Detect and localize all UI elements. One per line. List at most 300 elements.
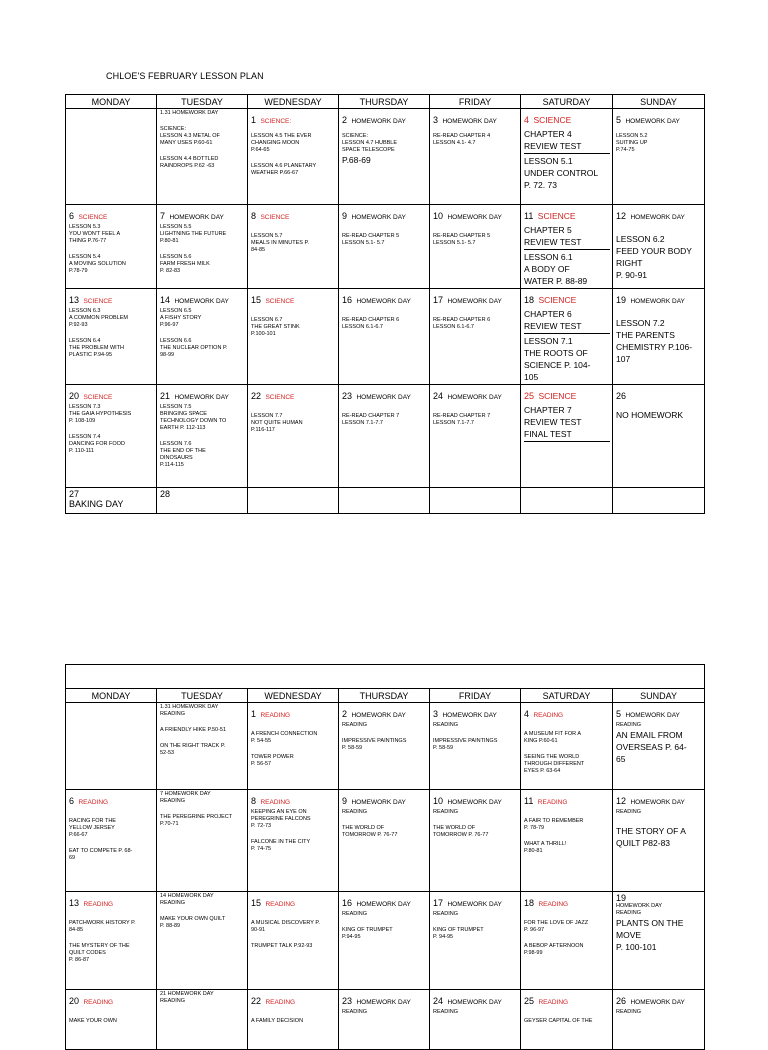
cell-text: FEED YOUR BODY (616, 246, 692, 256)
cell-text: 8 (251, 211, 257, 221)
cell-text: RE-READ CHAPTER 7 (342, 413, 400, 419)
cell-text: 19 (616, 295, 627, 305)
day-cell (339, 892, 430, 990)
cell-text: YELLOW JERSEY (69, 825, 115, 831)
cell-text: 23 (342, 996, 353, 1006)
cell-text: THE PROBLEM WITH (69, 345, 125, 351)
spacer (342, 404, 427, 413)
cell-text: HOMEWORK DAY (169, 214, 224, 221)
cell-text: LESSON 7.1 (524, 336, 573, 346)
day-cell (157, 892, 248, 990)
day-cell (248, 892, 339, 990)
cell-text: SCIENCE P. 104- (524, 360, 591, 370)
cell-text: KING P.60-61 (524, 738, 558, 744)
cell-text: 1.31 HOMEWORK DAY (160, 704, 219, 710)
cell-text: READING (260, 799, 291, 806)
day-cell (157, 488, 248, 514)
cell-text: HOMEWORK DAY (351, 799, 406, 806)
day-cell (66, 488, 157, 514)
header-thursday: THURSDAY (339, 95, 430, 109)
day-cell (339, 289, 430, 385)
cell-text: HOMEWORK DAY (351, 712, 406, 719)
cell-text: HOMEWORK DAY (447, 901, 502, 908)
cell-text: 14 HOMEWORK DAY (160, 893, 214, 899)
day-cell (339, 990, 430, 1050)
week-row (66, 109, 705, 205)
day-cell (157, 990, 248, 1050)
cell-text: SCIENCE (83, 394, 113, 401)
spacer (524, 745, 610, 754)
cell-text: THE NUCLEAR OPTION P. (160, 345, 228, 351)
cell-text: READING (616, 1009, 642, 1015)
day-cell (613, 790, 705, 892)
day-cell (613, 109, 705, 205)
cell-text: A FRENCH CONNECTION (251, 731, 318, 737)
header-sunday: SUNDAY (613, 95, 705, 109)
day-cell (521, 703, 613, 790)
cell-text: REVIEW TEST (524, 140, 610, 154)
day-cell (521, 289, 613, 385)
cell-text: READING (160, 900, 186, 906)
cell-text: P.116-117 (251, 427, 275, 433)
cell-text: CHAPTER 7 (524, 405, 572, 415)
cell-text: FINAL TEST (524, 428, 610, 442)
spacer (160, 432, 245, 441)
week-row (66, 205, 705, 289)
cell-text: ON THE RIGHT TRACK P. (160, 743, 226, 749)
day-cell (613, 703, 705, 790)
cell-text: 21 HOMEWORK DAY (160, 991, 214, 997)
cell-text: WATER P. 88-89 (524, 276, 588, 286)
day-cell (521, 990, 613, 1050)
reading-calendar (65, 664, 705, 1050)
spacer (616, 308, 702, 317)
cell-text: 13 (69, 295, 80, 305)
cell-text: LESSON 6.6 (160, 338, 192, 344)
cell-text: PATCHWORK HISTORY P. (69, 920, 136, 926)
day-cell-empty (339, 488, 430, 514)
cell-text: LESSON 6.7 (251, 317, 283, 323)
header-friday: FRIDAY (430, 689, 521, 703)
cell-text: P. 86-87 (69, 957, 90, 963)
cell-text: P.114-115 (160, 462, 184, 468)
cell-text: 19 (616, 893, 627, 903)
cell-text: LESSON 4.5 THE EVER (251, 133, 312, 139)
cell-text: THE STORY OF A (616, 826, 686, 836)
cell-text: P. 72-73 (251, 823, 272, 829)
cell-text: P.66-67 (69, 832, 88, 838)
header-sunday: SUNDAY (613, 689, 705, 703)
cell-text: WEATHER P.66-67 (251, 170, 299, 176)
cell-text: P. 88-89 (160, 923, 181, 929)
cell-text: P.80-81 (160, 238, 179, 244)
cell-text: THE WORLD OF (433, 825, 476, 831)
cell-text: HOMEWORK DAY (630, 999, 685, 1006)
cell-text: THE ROOTS OF (524, 348, 588, 358)
cell-text: DINOSAURS (160, 455, 193, 461)
spacer (69, 329, 154, 338)
cell-text: SCIENCE (260, 214, 290, 221)
cell-text: P.80-81 (524, 848, 543, 854)
weekday-header-row (66, 95, 705, 109)
cell-text: CHAPTER 5 (524, 225, 572, 235)
day-cell (430, 205, 521, 289)
cell-text: HOMEWORK DAY (356, 999, 411, 1006)
cell-text: LIGHTNING THE FUTURE (160, 231, 227, 237)
cell-text: READING (342, 911, 368, 917)
header-wednesday: WEDNESDAY (248, 689, 339, 703)
day-cell (430, 289, 521, 385)
cell-text: HOMEWORK DAY (447, 214, 502, 221)
cell-text: 107 (616, 354, 631, 364)
cell-text: P. 100-101 (616, 942, 657, 952)
cell-text: SCIENCE (533, 115, 572, 125)
header-monday: MONDAY (66, 689, 157, 703)
cell-text: EYES P. 63-64 (524, 768, 561, 774)
cell-text: 84-85 (69, 927, 84, 933)
cell-text: THROUGH DIFFERENT (524, 761, 585, 767)
cell-text: REVIEW TEST (524, 236, 610, 250)
cell-text: LESSON 7.2 (616, 318, 665, 328)
cell-text: 17 (433, 898, 444, 908)
cell-text: LESSON 7.5 (160, 404, 192, 410)
cell-text: PLASTIC P.94-95 (69, 352, 113, 358)
cell-text: HOMEWORK DAY (351, 118, 406, 125)
cell-text: READING (160, 711, 186, 717)
cell-text: READING (265, 901, 296, 908)
cell-text: 16 (342, 898, 353, 908)
cell-text: SCIENCE (83, 298, 113, 305)
header-thursday: THURSDAY (339, 689, 430, 703)
cell-text: HOMEWORK DAY (356, 901, 411, 908)
cell-text: HOMEWORK DAY (351, 214, 406, 221)
day-cell-empty (248, 488, 339, 514)
cell-text: 26 (616, 391, 627, 401)
cell-text: 15 (251, 295, 262, 305)
cell-text: HOMEWORK DAY (356, 394, 411, 401)
cell-text: READING (433, 809, 459, 815)
cell-text: 1 (251, 115, 257, 125)
cell-text: 3 (433, 115, 439, 125)
cell-text: LESSON 7.7 (251, 413, 283, 419)
weekday-header-row (66, 689, 705, 703)
cell-text: 2 (342, 709, 348, 719)
cell-text: LESSON 7.3 (69, 404, 101, 410)
cell-text: READING (616, 722, 642, 728)
day-cell (613, 205, 705, 289)
cell-text: 12 (616, 796, 627, 806)
cell-text: READING (78, 799, 109, 806)
cell-text: 6 (69, 796, 75, 806)
cell-text: QUILT P82-83 (616, 838, 671, 848)
cell-text: SCIENCE: (260, 118, 292, 125)
day-cell (248, 790, 339, 892)
cell-text: UNDER CONTROL (524, 168, 599, 178)
cell-text: LESSON 6.5 (160, 308, 192, 314)
cell-text: KEEPING AN EYE ON (251, 809, 307, 815)
spacer (524, 722, 610, 731)
cell-text: P. 78-79 (524, 825, 545, 831)
cell-text: 4 (524, 709, 530, 719)
day-cell (521, 205, 613, 289)
cell-text: THE GREAT STINK (251, 324, 300, 330)
cell-text: LESSON 6.1-6.7 (342, 324, 383, 330)
spacer (251, 934, 336, 943)
cell-text: 18 (524, 898, 535, 908)
cell-text: 26 (616, 996, 627, 1006)
day-cell (613, 385, 705, 488)
day-cell (339, 205, 430, 289)
cell-text: A BODY OF (524, 264, 570, 274)
spacer (524, 934, 610, 943)
cell-text: GEYSER CAPITAL OF THE (524, 1018, 593, 1024)
day-cell-empty (613, 488, 705, 514)
day-cell (430, 385, 521, 488)
cell-text: TOMORROW P. 76-77 (342, 832, 398, 838)
week-row (66, 289, 705, 385)
cell-text: 13 (69, 898, 80, 908)
cell-text: LESSON 4.4 BOTTLED (160, 156, 219, 162)
cell-text: LESSON 5.1- 5.7 (342, 240, 385, 246)
cell-text: 15 (251, 898, 262, 908)
day-cell (613, 892, 705, 990)
cell-text: CHAPTER 4 (524, 129, 572, 139)
cell-text: P.70-71 (160, 821, 179, 827)
cell-text: RIGHT (616, 258, 643, 268)
day-cell (339, 703, 430, 790)
cell-text: RAINDROPS P.62 -63 (160, 163, 215, 169)
cell-text: P. 72. 73 (524, 180, 557, 190)
week-row (66, 385, 705, 488)
cell-text: READING (538, 901, 569, 908)
cell-text: HOMEWORK DAY (625, 712, 680, 719)
spacer (251, 911, 336, 920)
week-row (66, 703, 705, 790)
cell-text: P. 74-75 (251, 846, 272, 852)
cell-text: READING (342, 722, 368, 728)
cell-text: RE-READ CHAPTER 6 (342, 317, 400, 323)
spacer (433, 918, 518, 927)
cell-text: READING (433, 722, 459, 728)
cell-text: LESSON 5.2 (616, 133, 648, 139)
cell-text: EARTH P. 112-113 (160, 425, 206, 431)
cell-text: READING (433, 911, 459, 917)
cell-text: PLANTS ON THE (616, 918, 684, 928)
cell-text: MANY USES P.60-61 (160, 140, 213, 146)
cell-text: 7 HOMEWORK DAY (160, 791, 211, 797)
spacer (160, 329, 245, 338)
blank-title-cell (66, 665, 705, 689)
day-cell (521, 790, 613, 892)
spacer (251, 308, 336, 317)
day-cell (339, 790, 430, 892)
cell-text: HOMEWORK DAY (442, 712, 497, 719)
cell-text: P. 54-55 (251, 738, 272, 744)
cell-text: A FRIENDLY HIKE P.50-51 (160, 727, 227, 733)
cell-text: 65 (616, 754, 626, 764)
cell-text: A FAIR TO REMEMBER (524, 818, 584, 824)
cell-text: 1 (251, 709, 257, 719)
cell-text: TOWER POWER (251, 754, 294, 760)
cell-text: P.64-65 (251, 147, 270, 153)
day-cell (248, 289, 339, 385)
day-cell (430, 892, 521, 990)
cell-text: 12 (616, 211, 627, 221)
cell-text: A MUSEUM FIT FOR A (524, 731, 582, 737)
cell-text: P.94-95 (342, 934, 361, 940)
header-monday: MONDAY (66, 95, 157, 109)
cell-text: THE PARENTS (616, 330, 675, 340)
cell-text: P. 90-91 (616, 270, 648, 280)
cell-text: SPACE TELESCOPE (342, 147, 395, 153)
cell-text: P. 56-57 (251, 761, 272, 767)
day-cell (157, 205, 248, 289)
cell-text: HOMEWORK DAY (630, 799, 685, 806)
cell-text: 9 (342, 796, 348, 806)
cell-text: LESSON 4.6 PLANETARY (251, 163, 317, 169)
cell-text: LESSON 5.1- 5.7 (433, 240, 476, 246)
cell-text: 2 (342, 115, 348, 125)
cell-text: READING (538, 999, 569, 1006)
spacer (616, 816, 702, 825)
cell-text: 10 (433, 211, 444, 221)
cell-text: 27 (69, 489, 80, 499)
day-cell (66, 790, 157, 892)
spacer (160, 734, 245, 743)
cell-text: 17 (433, 295, 444, 305)
day-cell (430, 109, 521, 205)
cell-text: 11 (524, 796, 534, 806)
cell-text: 25 (524, 996, 535, 1006)
cell-text: TRUMPET TALK P.92-93 (251, 943, 313, 949)
cell-text: LESSON 6.2 (616, 234, 665, 244)
spacer (251, 154, 336, 163)
cell-text: HOMEWORK DAY (447, 999, 502, 1006)
day-cell (430, 990, 521, 1050)
cell-text: LESSON 5.6 (160, 254, 192, 260)
day-cell (521, 109, 613, 205)
cell-text: RE-READ CHAPTER 5 (433, 233, 491, 239)
cell-text: NOT QUITE HUMAN (251, 420, 303, 426)
cell-text: P. 110-111 (69, 448, 94, 454)
day-cell-empty (430, 488, 521, 514)
spacer (433, 404, 518, 413)
cell-text: HOMEWORK DAY (625, 118, 680, 125)
cell-text: LESSON 6.4 (69, 338, 101, 344)
cell-text: RE-READ CHAPTER 6 (433, 317, 491, 323)
cell-text: P. 82-83 (160, 268, 181, 274)
cell-text: READING (616, 809, 642, 815)
day-cell-empty (66, 703, 157, 790)
cell-text: A MOVING SOLUTION (69, 261, 126, 267)
spacer (69, 245, 154, 254)
cell-text: EAT TO COMPETE P. 68- (69, 848, 133, 854)
science-calendar (65, 94, 705, 514)
spacer (342, 918, 427, 927)
cell-text: A FAMILY DECISION (251, 1018, 304, 1024)
cell-text: MAKE YOUR OWN (69, 1018, 117, 1024)
day-cell-empty (66, 109, 157, 205)
cell-text: HOMEWORK DAY (447, 298, 502, 305)
cell-text: BRINGING SPACE (160, 411, 207, 417)
day-cell (430, 703, 521, 790)
cell-text: SUITING UP (616, 140, 648, 146)
cell-text: HOMEWORK DAY (630, 214, 685, 221)
cell-text: 21 (160, 391, 171, 401)
cell-text: LESSON 5.5 (160, 224, 192, 230)
spacer (69, 911, 154, 920)
cell-text: P.96-97 (160, 322, 179, 328)
spacer (251, 1009, 336, 1018)
cell-text: 52-53 (160, 750, 175, 756)
cell-text: NO HOMEWORK (616, 410, 684, 420)
spacer (69, 809, 154, 818)
spacer (433, 816, 518, 825)
cell-text: SCIENCE (538, 295, 577, 305)
cell-text: KING OF TRUMPET (433, 927, 484, 933)
spacer (342, 729, 427, 738)
cell-text: 84-85 (251, 247, 266, 253)
cell-text: LESSON 5.4 (69, 254, 101, 260)
cell-text: 25 (524, 391, 535, 401)
cell-text: THE WORLD OF (342, 825, 385, 831)
header-friday: FRIDAY (430, 95, 521, 109)
cell-text: A MUSICAL DISCOVERY P. (251, 920, 320, 926)
week-row (66, 488, 705, 514)
cell-text: P.100-101 (251, 331, 276, 337)
cell-text: 11 (524, 211, 534, 221)
cell-text: P. 58-59 (433, 745, 454, 751)
spacer (251, 404, 336, 413)
cell-text: CHANGING MOON (251, 140, 300, 146)
day-cell (339, 109, 430, 205)
cell-text: RE-READ CHAPTER 7 (433, 413, 491, 419)
cell-text: LESSON 7.1-7.7 (342, 420, 383, 426)
day-cell (157, 109, 248, 205)
spacer (524, 911, 610, 920)
header-tuesday: TUESDAY (157, 689, 248, 703)
day-cell (248, 385, 339, 488)
cell-text: READING (260, 712, 291, 719)
cell-text: THING P.76-77 (69, 238, 107, 244)
spacer (251, 224, 336, 233)
cell-text: THE END OF THE (160, 448, 206, 454)
cell-text: LESSON 4.7 HUBBLE (342, 140, 398, 146)
cell-text: SCIENCE (78, 214, 108, 221)
cell-text: HOMEWORK DAY (447, 799, 502, 806)
cell-text: READING (616, 910, 642, 916)
day-cell (613, 990, 705, 1050)
header-saturday: SATURDAY (521, 689, 613, 703)
spacer (251, 830, 336, 839)
cell-text: HOMEWORK DAY (447, 394, 502, 401)
cell-text: 22 (251, 391, 262, 401)
cell-text: LESSON 5.1 (524, 156, 573, 166)
cell-text: 16 (342, 295, 353, 305)
cell-text: PEREGRINE FALCONS (251, 816, 311, 822)
cell-text: HOMEWORK DAY (442, 118, 497, 125)
cell-text: READING (342, 809, 368, 815)
cell-text: LESSON 4.1- 4.7 (433, 140, 476, 146)
cell-text: 18 (524, 295, 535, 305)
header-wednesday: WEDNESDAY (248, 95, 339, 109)
cell-text: TOMORROW P. 76-77 (433, 832, 489, 838)
week-row (66, 990, 705, 1050)
cell-text: 20 (69, 996, 80, 1006)
cell-text: SCIENCE: (160, 126, 186, 132)
cell-text: READING (160, 998, 186, 1004)
cell-text: LESSON 6.1-6.7 (433, 324, 474, 330)
